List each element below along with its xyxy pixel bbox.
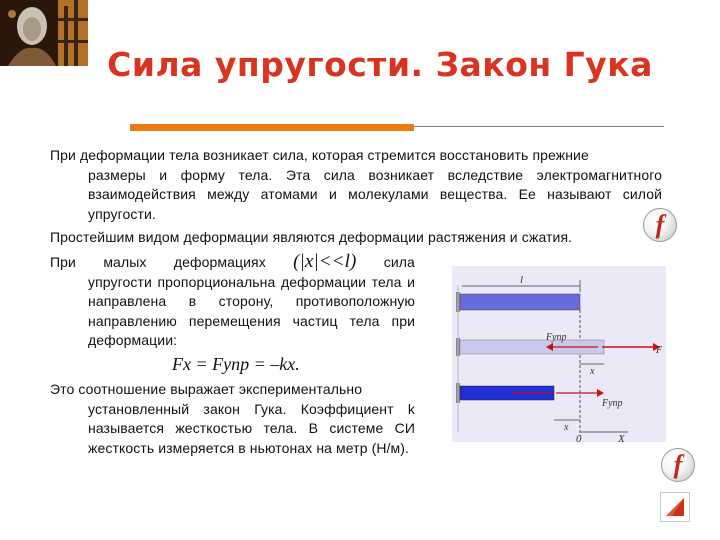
f-icon: f xyxy=(655,210,665,239)
title-accent-rule xyxy=(130,124,414,131)
paragraph-hooke-condition-rest: упругости пропорциональна деформации тела и направлена в сторону, противоположную направлению перемещения частиц тела при деформации: xyxy=(88,273,415,348)
stretch-label: x xyxy=(590,366,595,377)
spring-deformation-diagram xyxy=(452,266,666,442)
back-navigation-button[interactable] xyxy=(660,492,690,522)
portrait-image xyxy=(0,0,88,66)
elastic-force-label-top: Fупр xyxy=(546,332,567,343)
paragraph-hooke-law xyxy=(50,380,415,458)
word-small: малых xyxy=(103,254,147,270)
paragraph-hooke-condition xyxy=(50,252,415,351)
small-deformation-condition: (|x|<<l) xyxy=(293,251,357,272)
axis-label: X xyxy=(618,433,625,442)
paragraph-hooke-law-rest: установленный закон Гука. Коэффициент k называется жесткостью тела. В системе СИ жесткость измеряется в ньютонах на метр (Н/м). xyxy=(88,400,415,456)
paragraph-hooke-law-first-line: Это соотношение выражает экспериментально xyxy=(50,381,363,397)
f-icon: f xyxy=(673,450,683,479)
word-force: сила xyxy=(383,254,415,270)
formula-button-bottom[interactable] xyxy=(661,448,695,482)
paragraph-definition-first-line: При деформации тела возникает сила, которая стремится восстановить прежние xyxy=(50,147,589,163)
hooke-law-formula: Fx = Fупр = –kx. xyxy=(172,354,300,374)
word-deformations: деформациях xyxy=(173,254,266,270)
bar-relaxed xyxy=(460,294,580,310)
elastic-force-label-bottom: Fупр xyxy=(602,398,623,409)
paragraph-definition xyxy=(50,146,662,224)
paragraph-hooke-condition-first-line xyxy=(50,252,415,273)
compress-label: x xyxy=(564,422,569,433)
paragraph-deformation-types: Простейшим видом деформации являются деформации растяжения и сжатия. xyxy=(50,229,573,245)
word-when: При xyxy=(50,254,76,270)
back-arrow-icon xyxy=(663,495,687,519)
title-thin-rule xyxy=(414,126,664,127)
length-label: l xyxy=(520,274,524,286)
force-label: F xyxy=(656,345,663,356)
paragraph-definition-rest: размеры и форму тела. Эта сила возникает вследствие электромагнитного взаимодействия между атомами и молекулами вещества. Ее называют силой упругости. xyxy=(88,166,662,222)
slide-title: Сила упругости. Закон Гука xyxy=(107,45,653,84)
origin-label: 0 xyxy=(576,433,582,442)
